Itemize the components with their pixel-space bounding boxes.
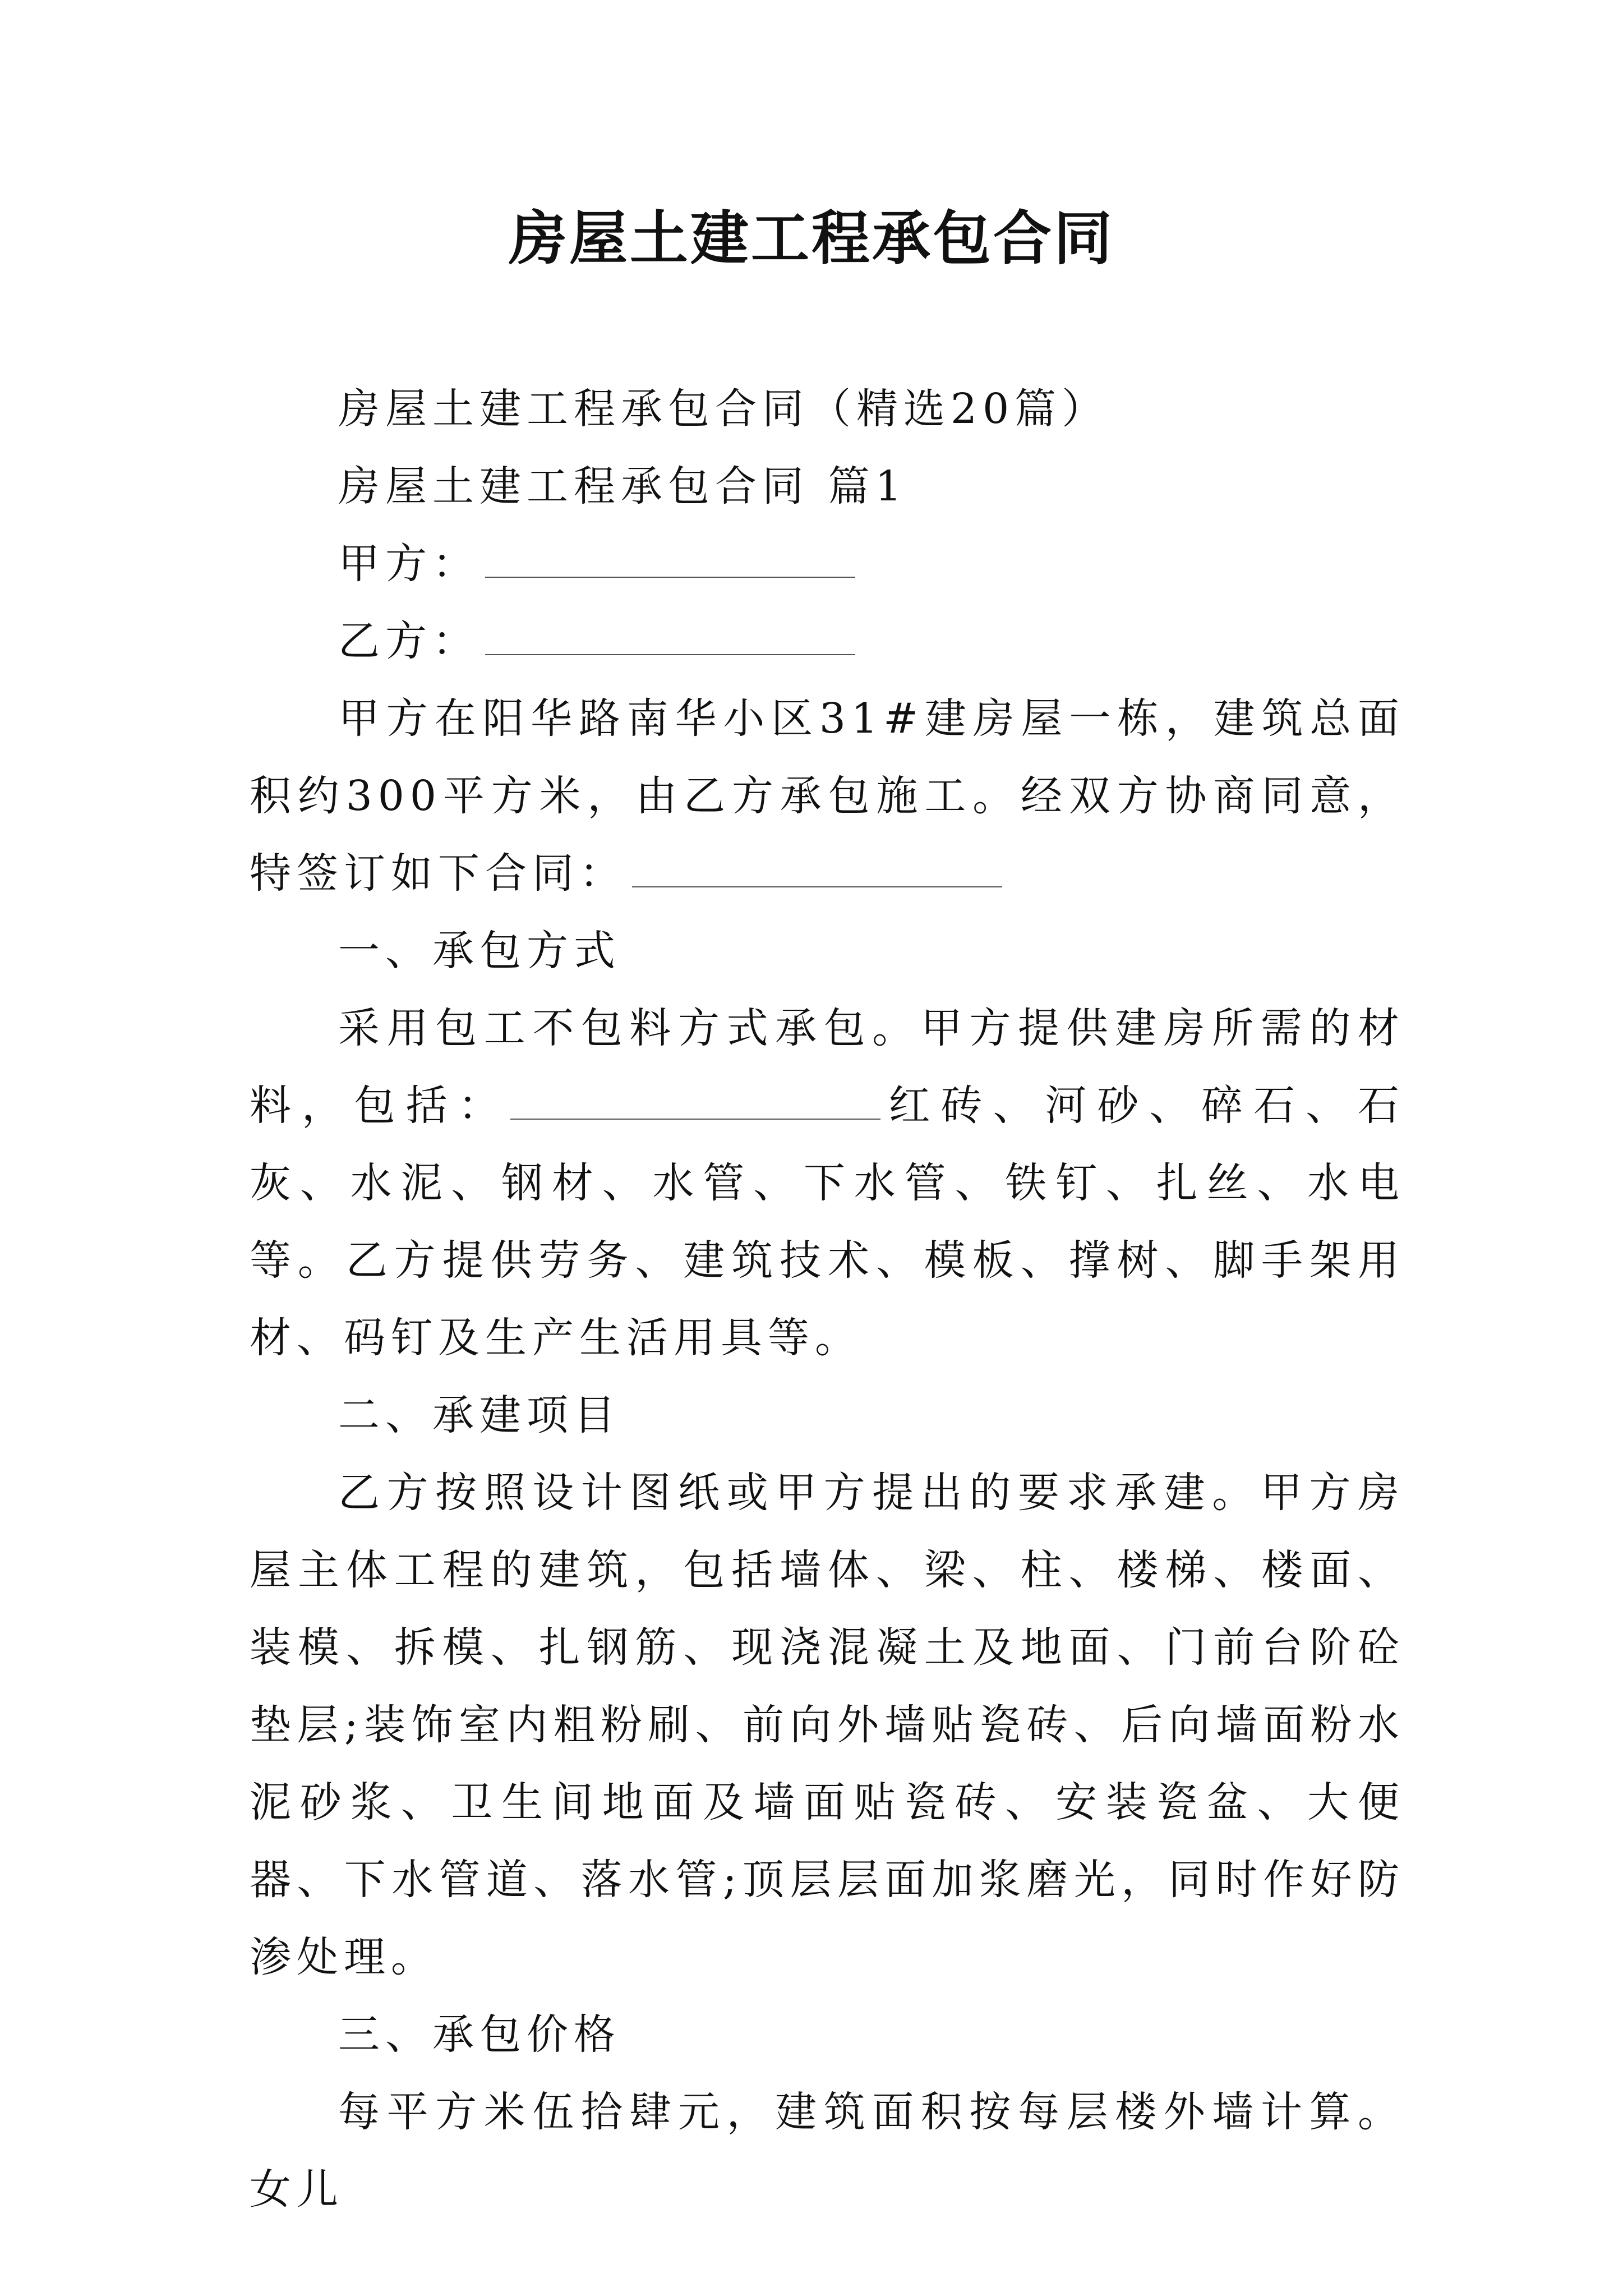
party-b-line (250, 602, 1405, 680)
clause1-paragraph (250, 990, 1405, 1377)
intro-blank (632, 854, 1002, 887)
clause3-paragraph: 每平方米伍拾肆元，建筑面积按每层楼外墙计算。女儿 (250, 2088, 1405, 2214)
party-b-blank (485, 622, 855, 655)
intro-paragraph (250, 680, 1405, 912)
intro-text: 甲方在阳华路南华小区31#建房屋一栋，建筑总面积约300平方米，由乙方承包施工。经双方协商同意，特签订如下合同： (250, 694, 1405, 898)
party-a-label: 甲方： (338, 540, 479, 588)
clause2-paragraph: 乙方按照设计图纸或甲方提出的要求承建。甲方房屋主体工程的建筑，包括墙体、梁、柱、楼梯、楼面、装模、拆模、扎钢筋、现浇混凝土及地面、门前台阶砼垫层;装饰室内粗粉刷、前向外墙贴瓷砖、后向墙面粉水泥砂浆、卫生间地面及墙面贴瓷砖、安装瓷盆、大便器、下水管道、落水管;顶层层面加浆磨光，同时作好防渗处理。 (250, 1469, 1405, 1981)
party-b-label: 乙方： (338, 617, 479, 665)
document-body (250, 370, 1405, 2228)
document-subtitle: 房屋土建工程承包合同（精选20篇） (338, 385, 1109, 433)
party-a-line (250, 525, 1405, 602)
party-a-blank (485, 544, 855, 578)
section-heading: 房屋土建工程承包合同 篇1 (338, 462, 907, 510)
clause1-text-after: 红砖、河砂、碎石、石灰、水泥、钢材、水管、下水管、铁钉、扎丝、水电等。乙方提供劳务、建筑技术、模板、撑树、脚手架用材、码钉及生产生活用具等。 (250, 1082, 1405, 1362)
document-title: 房屋土建工程承包合同 (508, 204, 1114, 273)
clause1-heading: 一、承包方式 (338, 927, 621, 975)
clause1-blank (510, 1086, 880, 1120)
clause3-heading: 三、承包价格 (338, 2010, 621, 2059)
clause1-text-before: 采用包工不包料方式承包。甲方提供建房所需的材料，包括： (250, 1004, 1405, 1130)
clause2-heading: 二、承建项目 (338, 1391, 621, 1439)
